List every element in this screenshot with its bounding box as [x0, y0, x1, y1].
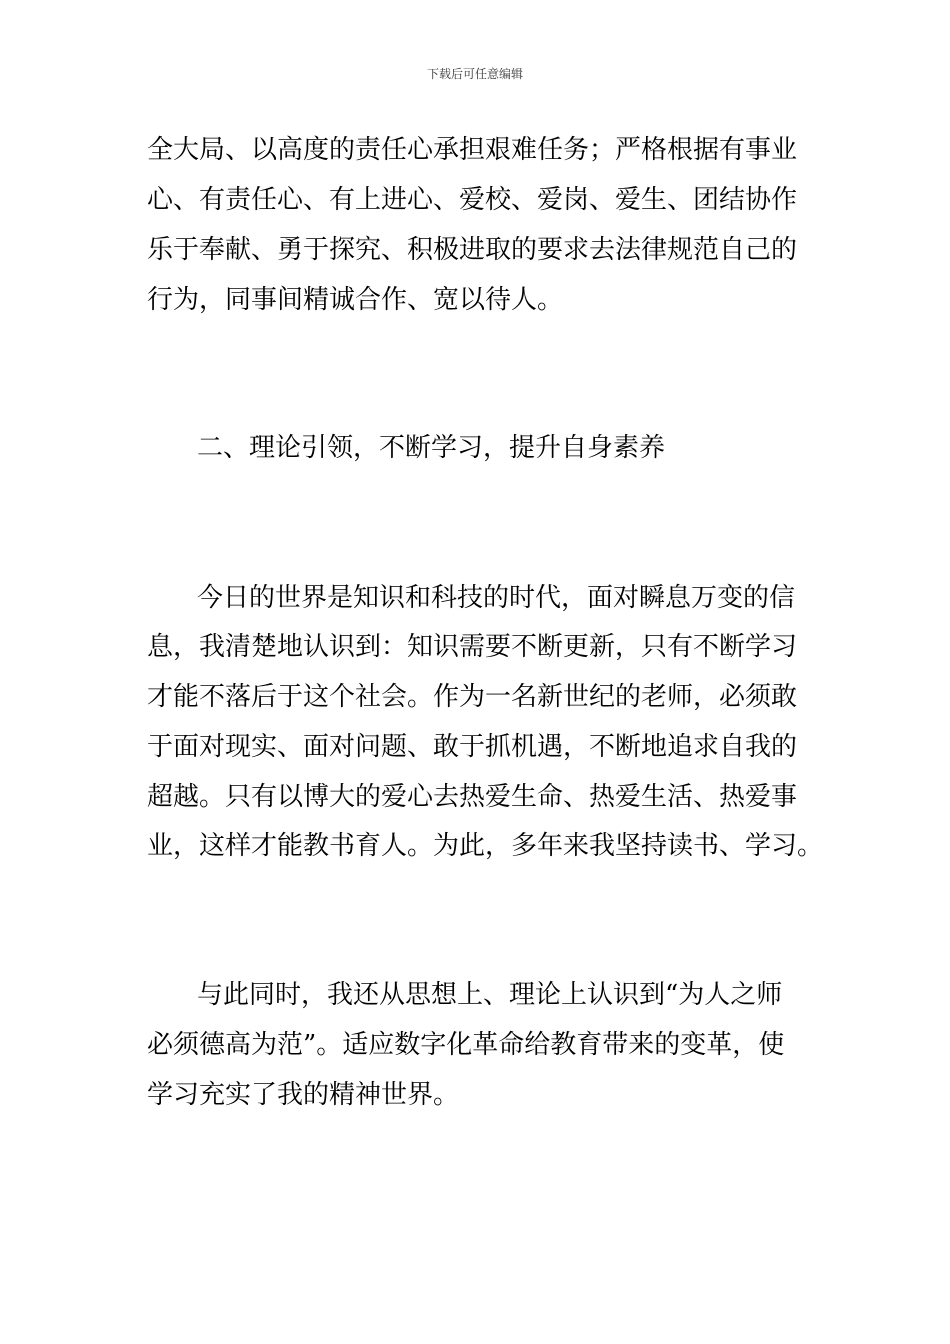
text-line: 业，这样才能教书育人。为此，多年来我坚持读书、学习。 [147, 831, 824, 861]
text-line: 与此同时，我还从思想上、理论上认识到“为人之师 [197, 980, 783, 1010]
page-header: 下载后可任意编辑 [426, 67, 523, 81]
text-line: 乐于奉献、勇于探究、积极进取的要求去法律规范自己的 [147, 235, 798, 265]
text-line: 必须德高为范”。适应数字化革命给教育带来的变革，使 [147, 1030, 785, 1060]
text-line: 才能不落后于这个社会。作为一名新世纪的老师，必须敢 [147, 682, 798, 712]
text-line: 于面对现实、面对问题、敢于抓机遇，不断地追求自我的 [147, 732, 798, 762]
text-line: 学习充实了我的精神世界。 [147, 1080, 460, 1110]
text-line: 今日的世界是知识和科技的时代，面对瞬息万变的信 [197, 583, 796, 613]
section-heading: 二、理论引领，不断学习，提升自身素养 [197, 433, 666, 463]
text-line: 息，我清楚地认识到：知识需要不断更新，只有不断学习 [147, 632, 798, 662]
text-line: 超越。只有以博大的爱心去热爱生命、热爱生活、热爱事 [147, 782, 798, 812]
text-line: 全大局、以高度的责任心承担艰难任务；严格根据有事业 [147, 135, 798, 165]
text-line: 行为，同事间精诚合作、宽以待人。 [147, 285, 564, 315]
text-line: 心、有责任心、有上进心、爱校、爱岗、爱生、团结协作 [147, 185, 798, 215]
